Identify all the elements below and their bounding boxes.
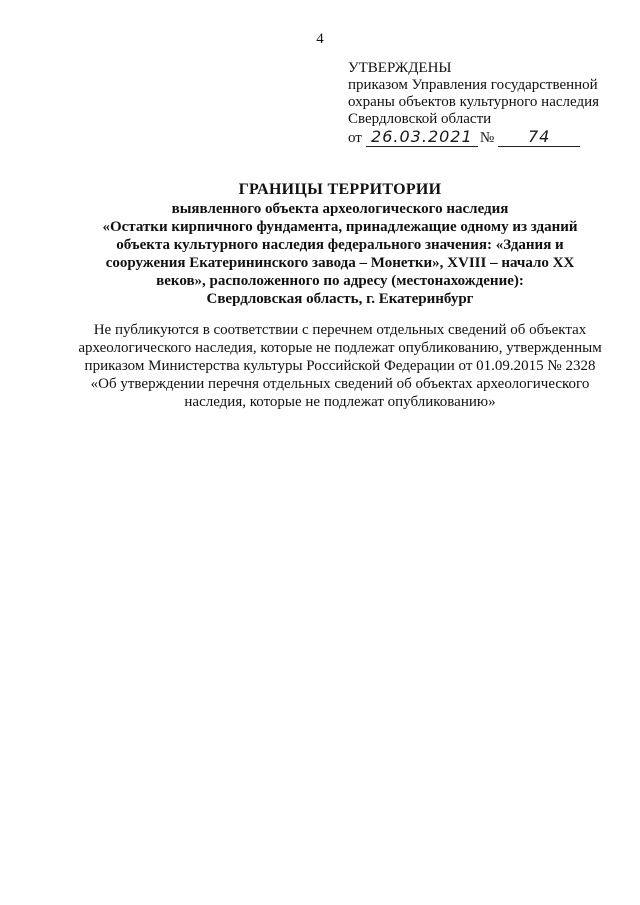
approval-line-1: приказом Управления государственной [348, 77, 598, 93]
page-number: 4 [316, 31, 324, 47]
notice-line-1: Не публикуются в соответствии с перечнем отдельных сведений об объектах [93, 322, 587, 338]
approval-stamp [348, 60, 628, 147]
number-prefix: № [479, 130, 495, 146]
number-field [498, 129, 580, 147]
title-line-3: объекта культурного наследия федерального значения: «Здания и [116, 237, 564, 253]
title-line-2: «Остатки кирпичного фундамента, принадлежащие одному из зданий [102, 219, 578, 235]
handwritten-date: 26.03.2021 [371, 127, 473, 146]
approval-heading: УТВЕРЖДЕНЫ [348, 60, 452, 76]
title-line-5: веков», расположенного по адресу (местонахождение): [156, 273, 524, 289]
date-prefix: от [348, 130, 362, 146]
title-line-6: Свердловская область, г. Екатеринбург [206, 291, 474, 307]
approval-line-2: охраны объектов культурного наследия [348, 94, 600, 110]
notice-line-5: наследия, которые не подлежат опубликованию» [184, 394, 496, 410]
title-main: ГРАНИЦЫ ТЕРРИТОРИИ [238, 181, 442, 198]
notice-line-3: приказом Министерства культуры Российской Федерации от 01.09.2015 № 2328 [84, 358, 596, 374]
title-line-1: выявленного объекта археологического наследия [171, 201, 509, 217]
document-title [60, 181, 620, 308]
handwritten-number: 74 [527, 127, 551, 146]
non-publication-notice [60, 321, 620, 411]
approval-line-3: Свердловской области [348, 111, 492, 127]
date-field [366, 129, 478, 147]
approval-date-number-line [348, 129, 628, 147]
title-line-4: сооружения Екатерининского завода – Монетки», XVIII – начало XX [105, 255, 575, 271]
notice-line-2: археологического наследия, которые не подлежат опубликованию, утвержденным [78, 340, 602, 356]
notice-line-4: «Об утверждении перечня отдельных сведений об объектах археологического [90, 376, 590, 392]
